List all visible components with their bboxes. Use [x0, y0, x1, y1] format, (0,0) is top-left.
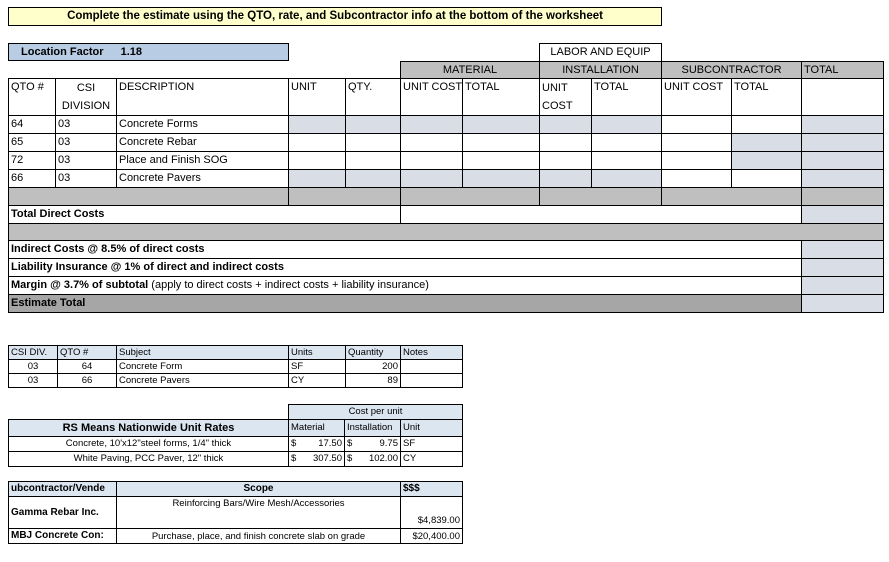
- qto-cell: [400, 359, 463, 374]
- row-qty-input[interactable]: [345, 133, 401, 152]
- margin-label-bold: Margin @ 3.7% of subtotal: [11, 279, 149, 291]
- location-factor: [8, 43, 289, 61]
- row-qto[interactable]: 72: [8, 151, 56, 170]
- sub-scope: Purchase, place, and finish concrete slab on grade: [116, 528, 401, 544]
- sub-hdr-scope: Scope: [116, 481, 401, 497]
- estimate-total-label: Estimate Total: [8, 294, 802, 313]
- row-sub-total-input[interactable]: [731, 169, 802, 188]
- row-mat-total-input[interactable]: [462, 169, 540, 188]
- row-inst-total-input[interactable]: [591, 115, 662, 134]
- installation-header: INSTALLATION: [539, 61, 662, 79]
- row-inst-unit-input[interactable]: [539, 151, 592, 170]
- indirect-value[interactable]: [801, 240, 884, 259]
- indirect-label: Indirect Costs @ 8.5% of direct costs: [8, 240, 802, 259]
- col-inst-unit-cost: [539, 78, 592, 116]
- spacer-row: [8, 223, 884, 241]
- rates-item: Concrete, 10'x12"steel forms, 1/4" thick: [8, 436, 289, 452]
- rates-mat-value: 307.50: [312, 453, 342, 464]
- qto-cell: 89: [345, 373, 401, 388]
- row-csi[interactable]: 03: [55, 133, 117, 152]
- row-total-input[interactable]: [801, 151, 884, 170]
- material-header: MATERIAL: [400, 61, 540, 79]
- rates-inst-value: 9.75: [379, 438, 398, 449]
- rates-cost-per-unit: Cost per unit: [288, 404, 463, 420]
- rates-item: White Paving, PCC Paver, 12" thick: [8, 451, 289, 467]
- instruction-banner: Complete the estimate using the QTO, rate, and Subcontractor info at the bottom of the worksheet: [8, 7, 662, 26]
- col-unit: UNIT: [288, 78, 346, 116]
- qto-cell: Concrete Form: [116, 359, 289, 374]
- margin-value[interactable]: [801, 276, 884, 295]
- rates-unit: CY: [400, 451, 463, 467]
- row-mat-total-input[interactable]: [462, 133, 540, 152]
- row-csi[interactable]: 03: [55, 115, 117, 134]
- col-sub-total: TOTAL: [731, 78, 802, 116]
- spacer-row: [400, 187, 540, 206]
- subcontractor-header: SUBCONTRACTOR: [661, 61, 802, 79]
- row-unit-input[interactable]: [288, 151, 346, 170]
- estimate-total-value[interactable]: [801, 294, 884, 313]
- margin-label-note: (apply to direct costs + indirect costs + liability insurance): [148, 279, 429, 291]
- col-csi-line2: DIVISION: [61, 100, 111, 112]
- qto-cell: 200: [345, 359, 401, 374]
- qto-cell: CY: [288, 373, 346, 388]
- total-direct-label: Total Direct Costs: [8, 205, 401, 224]
- qto-cell: 64: [57, 359, 117, 374]
- row-inst-total-input[interactable]: [591, 133, 662, 152]
- row-qty-input[interactable]: [345, 115, 401, 134]
- total-direct-blank: [400, 205, 802, 224]
- col-csi-line1: CSI: [76, 82, 96, 94]
- rates-inst-currency: $: [347, 453, 353, 464]
- qto-hdr-notes: Notes: [400, 345, 463, 360]
- qto-cell: SF: [288, 359, 346, 374]
- col-total: [801, 78, 884, 116]
- row-unit-input[interactable]: [288, 169, 346, 188]
- row-mat-unit-input[interactable]: [400, 169, 463, 188]
- row-sub-unit-input[interactable]: [661, 115, 732, 134]
- sub-amount: $20,400.00: [400, 528, 463, 544]
- qto-cell: 03: [8, 359, 58, 374]
- row-total-input[interactable]: [801, 115, 884, 134]
- row-total-input[interactable]: [801, 169, 884, 188]
- col-inst-total: TOTAL: [591, 78, 662, 116]
- total-direct-value[interactable]: [801, 205, 884, 224]
- spacer-row: [8, 187, 289, 206]
- col-inst-unit-line2: COST: [542, 100, 573, 112]
- liability-value[interactable]: [801, 258, 884, 277]
- row-mat-unit-input[interactable]: [400, 151, 463, 170]
- qto-cell: [400, 373, 463, 388]
- row-inst-unit-input[interactable]: [539, 169, 592, 188]
- row-unit-input[interactable]: [288, 115, 346, 134]
- row-csi[interactable]: 03: [55, 151, 117, 170]
- col-description: DESCRIPTION: [116, 78, 289, 116]
- sub-vendor: Gamma Rebar Inc.: [8, 496, 117, 529]
- qto-cell: Concrete Pavers: [116, 373, 289, 388]
- liability-label: Liability Insurance @ 1% of direct and indirect costs: [8, 258, 802, 277]
- rates-unit: SF: [400, 436, 463, 452]
- rates-mat-value: 17.50: [318, 438, 342, 449]
- row-total-input[interactable]: [801, 133, 884, 152]
- rates-title: RS Means Nationwide Unit Rates: [8, 419, 289, 437]
- spacer-row: [539, 187, 662, 206]
- sub-amount: $4,839.00: [400, 496, 463, 529]
- sub-hdr-amount: $$$: [400, 481, 463, 497]
- col-qto: QTO #: [8, 78, 56, 116]
- col-sub-unit-cost: UNIT COST: [661, 78, 732, 116]
- row-mat-total-input[interactable]: [462, 115, 540, 134]
- qto-cell: 66: [57, 373, 117, 388]
- col-mat-total: TOTAL: [462, 78, 540, 116]
- location-factor-value: 1.18: [120, 46, 142, 58]
- col-mat-unit-cost: UNIT COST: [400, 78, 463, 116]
- row-csi[interactable]: 03: [55, 169, 117, 188]
- rates-hdr-unit: Unit: [400, 419, 463, 437]
- row-description[interactable]: Concrete Pavers: [116, 169, 289, 188]
- spacer-row: [661, 187, 802, 206]
- row-qty-input[interactable]: [345, 151, 401, 170]
- qto-hdr-subject: Subject: [116, 345, 289, 360]
- row-mat-unit-input[interactable]: [400, 133, 463, 152]
- qto-hdr-units: Units: [288, 345, 346, 360]
- col-qty: QTY.: [345, 78, 401, 116]
- row-sub-unit-input[interactable]: [661, 169, 732, 188]
- labor-equip-header: LABOR AND EQUIP: [539, 43, 662, 62]
- row-mat-total-input[interactable]: [462, 151, 540, 170]
- sub-vendor: MBJ Concrete Con:: [8, 528, 117, 544]
- row-description[interactable]: Concrete Forms: [116, 115, 289, 134]
- row-sub-unit-input[interactable]: [661, 151, 732, 170]
- row-inst-total-input[interactable]: [591, 169, 662, 188]
- rates-mat-currency: $: [291, 453, 297, 464]
- row-inst-total-input[interactable]: [591, 151, 662, 170]
- row-description[interactable]: Place and Finish SOG: [116, 151, 289, 170]
- row-sub-total-input[interactable]: [731, 133, 802, 152]
- rates-material: [288, 451, 345, 467]
- row-sub-total-input[interactable]: [731, 151, 802, 170]
- row-qty-input[interactable]: [345, 169, 401, 188]
- row-qto[interactable]: 66: [8, 169, 56, 188]
- qto-hdr-qto: QTO #: [57, 345, 117, 360]
- rates-mat-currency: $: [291, 438, 297, 449]
- row-sub-unit-input[interactable]: [661, 133, 732, 152]
- margin-label: [8, 276, 802, 295]
- rates-hdr-installation: Installation: [344, 419, 401, 437]
- spacer-row: [801, 187, 884, 206]
- qto-cell: 03: [8, 373, 58, 388]
- rates-inst-currency: $: [347, 438, 353, 449]
- sub-hdr-vendor: ubcontractor/Vende: [8, 481, 117, 497]
- qto-hdr-csi: CSI DIV.: [8, 345, 58, 360]
- rates-installation: [344, 451, 401, 467]
- row-qto[interactable]: 65: [8, 133, 56, 152]
- row-qto[interactable]: 64: [8, 115, 56, 134]
- sub-scope: Reinforcing Bars/Wire Mesh/Accessories: [116, 496, 401, 529]
- total-group-header: TOTAL: [801, 61, 884, 79]
- spacer-row: [288, 187, 401, 206]
- row-inst-unit-input[interactable]: [539, 133, 592, 152]
- qto-hdr-quantity: Quantity: [345, 345, 401, 360]
- col-csi: [55, 78, 117, 116]
- row-unit-input[interactable]: [288, 133, 346, 152]
- rates-hdr-material: Material: [288, 419, 345, 437]
- row-sub-total-input[interactable]: [731, 115, 802, 134]
- location-factor-label: Location Factor: [21, 46, 104, 58]
- row-mat-unit-input[interactable]: [400, 115, 463, 134]
- col-inst-unit-line1: UNIT: [542, 82, 568, 94]
- rates-inst-value: 102.00: [368, 453, 398, 464]
- row-inst-unit-input[interactable]: [539, 115, 592, 134]
- rates-installation: [344, 436, 401, 452]
- row-description[interactable]: Concrete Rebar: [116, 133, 289, 152]
- rates-material: [288, 436, 345, 452]
